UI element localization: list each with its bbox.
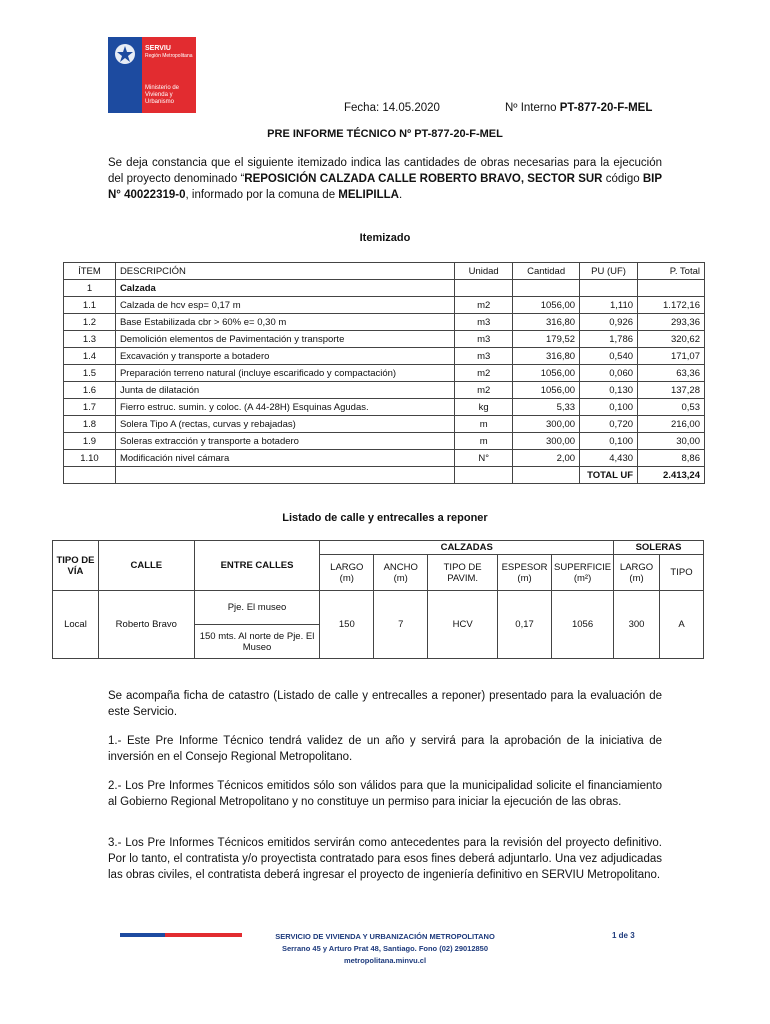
itemizado-title: Itemizado (359, 232, 411, 244)
paragraph-financiamiento: 2.- Los Pre Informes Técnicos emitidos sólo son válidos para que la municipalidad solicite el financiamiento al Gobierno Regional Metropolitano y no constituye un permiso para iniciar la ejecución de las obras. (108, 780, 662, 808)
coat-of-arms-icon (112, 41, 138, 67)
table-row (64, 382, 705, 399)
paragraph-validez: 1.- Este Pre Informe Técnico tendrá validez de un año y servirá para la aprobación de la iniciativa de inversión en el Consejo Regional Metropolitano. (108, 735, 662, 763)
header-cantidad: Cantidad (513, 263, 580, 280)
cell-espesor: 0,17 (498, 591, 552, 659)
row-total: 0,53 (638, 399, 705, 416)
row-total: 171,07 (638, 348, 705, 365)
row-unit: m3 (455, 348, 513, 365)
table-group-row (64, 280, 705, 297)
row-item: 1.8 (64, 416, 116, 433)
row-quantity: 300,00 (513, 416, 580, 433)
row-description: Excavación y transporte a botadero (115, 348, 454, 365)
row-unit: m (455, 416, 513, 433)
row-total: 137,28 (638, 382, 705, 399)
page-number: 1 de 3 (612, 931, 635, 940)
row-description: Demolición elementos de Pavimentación y transporte (115, 331, 454, 348)
header-unidad: Unidad (455, 263, 513, 280)
row-unit-price: 4,430 (580, 450, 638, 467)
paragraph-antecedentes: 3.- Los Pre Informes Técnicos emitidos servirán como antecedentes para la revisión del proyecto definitivo. Por lo tanto, el contratista y/o proyectista contratado para esos fines deberá adjuntarlo. Una vez adjudicadas las obras civiles, el contratista deberá ingresar el proyecto de ingeniería definitivo en SERVIU Metropolitano. (108, 837, 662, 881)
row-item: 1.7 (64, 399, 116, 416)
cell-sol-tipo: A (660, 591, 704, 659)
header-espesor: ESPESOR (m) (498, 555, 552, 591)
row-total: 293,36 (638, 314, 705, 331)
table-header-row (64, 263, 705, 280)
serviu-logo (108, 37, 196, 113)
row-unit-price: 0,060 (580, 365, 638, 382)
row-unit: m2 (455, 365, 513, 382)
row-quantity: 316,80 (513, 314, 580, 331)
listado-title: Listado de calle y entrecalles a reponer (282, 512, 488, 524)
table-row (64, 399, 705, 416)
table-row (64, 314, 705, 331)
page-title: PRE INFORME TÉCNICO Nº PT-877-20-F-MEL (267, 128, 503, 140)
row-item: 1.9 (64, 433, 116, 450)
row-quantity: 1056,00 (513, 365, 580, 382)
row-description: Preparación terreno natural (incluye escarificado y compactación) (115, 365, 454, 382)
total-label: TOTAL UF (580, 467, 638, 484)
table-row (64, 365, 705, 382)
logo-subtitle: Región Metropolitana (145, 53, 193, 59)
header-pu: PU (UF) (580, 263, 638, 280)
row-total: 1.172,16 (638, 297, 705, 314)
row-unit-price: 0,100 (580, 399, 638, 416)
row-quantity: 300,00 (513, 433, 580, 450)
header-sol-largo: LARGO (m) (614, 555, 660, 591)
total-value: 2.413,24 (638, 467, 705, 484)
row-description: Fierro estruc. sumin. y coloc. (A 44-28H) Esquinas Agudas. (115, 399, 454, 416)
row-quantity: 316,80 (513, 348, 580, 365)
table-row (64, 433, 705, 450)
header-calle: CALLE (98, 541, 194, 591)
row-total: 30,00 (638, 433, 705, 450)
header-tipo-pavim: TIPO DE PAVIM. (428, 555, 498, 591)
header-superficie: SUPERFICIE (m²) (552, 555, 614, 591)
row-quantity: 1056,00 (513, 297, 580, 314)
row-unit-price: 0,100 (580, 433, 638, 450)
table-row (64, 297, 705, 314)
row-unit: m3 (455, 331, 513, 348)
table-row (64, 348, 705, 365)
header-calzadas: CALZADAS (320, 541, 614, 555)
row-item: 1.5 (64, 365, 116, 382)
row-description: Junta de dilatación (115, 382, 454, 399)
row-unit-price: 0,540 (580, 348, 638, 365)
header-largo: LARGO (m) (320, 555, 374, 591)
row-quantity: 2,00 (513, 450, 580, 467)
table-row (64, 331, 705, 348)
logo-title: SERVIU (145, 45, 171, 52)
header-total: P. Total (638, 263, 705, 280)
row-item: 1.2 (64, 314, 116, 331)
footer-line-2: Serrano 45 y Arturo Prat 48, Santiago. Fono (02) 29012850 (281, 944, 489, 953)
cell-calle: Roberto Bravo (98, 591, 194, 659)
row-total: 216,00 (638, 416, 705, 433)
row-total: 63,36 (638, 365, 705, 382)
document-date: Fecha: 14.05.2020 (344, 102, 440, 114)
row-item: 1.10 (64, 450, 116, 467)
header-item: ÍTEM (64, 263, 116, 280)
cell-entre-1: Pje. El museo (194, 591, 320, 625)
row-unit: kg (455, 399, 513, 416)
row-description: Modificación nivel cámara (115, 450, 454, 467)
header-ancho: ANCHO (m) (374, 555, 428, 591)
header-entre-calles: ENTRE CALLES (194, 541, 320, 591)
cell-largo: 150 (320, 591, 374, 659)
table-row (64, 450, 705, 467)
header-soleras: SOLERAS (614, 541, 704, 555)
cell-superficie: 1056 (552, 591, 614, 659)
row-item: 1.3 (64, 331, 116, 348)
row-unit: m3 (455, 314, 513, 331)
row-quantity: 5,33 (513, 399, 580, 416)
header-tipo-via: TIPO DE VÍA (53, 541, 99, 591)
header-sol-tipo: TIPO (660, 555, 704, 591)
group-desc: Calzada (115, 280, 454, 297)
row-quantity: 179,52 (513, 331, 580, 348)
logo-ministry-2: Vivienda y (145, 92, 173, 98)
cell-tipo-via: Local (53, 591, 99, 659)
logo-ministry-1: Ministerio de (145, 85, 180, 91)
internal-number: Nº Interno PT-877-20-F-MEL (505, 102, 653, 114)
row-description: Base Estabilizada cbr > 60% e= 0,30 m (115, 314, 454, 331)
footer-line-3: metropolitana.minvu.cl (343, 956, 427, 965)
cell-sol-largo: 300 (614, 591, 660, 659)
row-unit-price: 0,926 (580, 314, 638, 331)
row-unit-price: 1,110 (580, 297, 638, 314)
row-unit: m (455, 433, 513, 450)
logo-ministry-3: Urbanismo (145, 99, 175, 105)
table-row (64, 416, 705, 433)
row-item: 1.1 (64, 297, 116, 314)
footer-line-1: SERVICIO DE VIVIENDA Y URBANIZACIÓN METROPOLITANO (275, 932, 495, 941)
cell-ancho: 7 (374, 591, 428, 659)
row-unit: N° (455, 450, 513, 467)
cell-entre-2: 150 mts. Al norte de Pje. El Museo (194, 625, 320, 659)
row-total: 320,62 (638, 331, 705, 348)
intro-paragraph: Se deja constancia que el siguiente itemizado indica las cantidades de obras necesarias para la ejecución del proyecto denominado “REPOSICIÓN CALZADA CALLE ROBERTO BRAVO, SECTOR SUR código BIP N° 40022319-0, informado por la comuna de MELIPILLA. (108, 157, 663, 201)
row-total: 8,86 (638, 450, 705, 467)
table-total-row (64, 467, 705, 484)
group-item: 1 (64, 280, 116, 297)
paragraph-catastro: Se acompaña ficha de catastro (Listado de calle y entrecalles a reponer) presentado para la evaluación de este Servicio. (108, 690, 662, 718)
cell-tipo-pavim: HCV (428, 591, 498, 659)
row-description: Soleras extracción y transporte a botadero (115, 433, 454, 450)
row-description: Calzada de hcv esp= 0,17 m (115, 297, 454, 314)
row-unit-price: 1,786 (580, 331, 638, 348)
row-quantity: 1056,00 (513, 382, 580, 399)
row-unit: m2 (455, 297, 513, 314)
row-description: Solera Tipo A (rectas, curvas y rebajadas) (115, 416, 454, 433)
row-unit-price: 0,130 (580, 382, 638, 399)
itemizado-table (63, 262, 705, 484)
footer-color-bar (120, 933, 242, 937)
row-item: 1.6 (64, 382, 116, 399)
streets-table (52, 540, 704, 659)
row-item: 1.4 (64, 348, 116, 365)
footer (230, 931, 540, 967)
row-unit-price: 0,720 (580, 416, 638, 433)
header-descripcion: DESCRIPCIÓN (115, 263, 454, 280)
row-unit: m2 (455, 382, 513, 399)
